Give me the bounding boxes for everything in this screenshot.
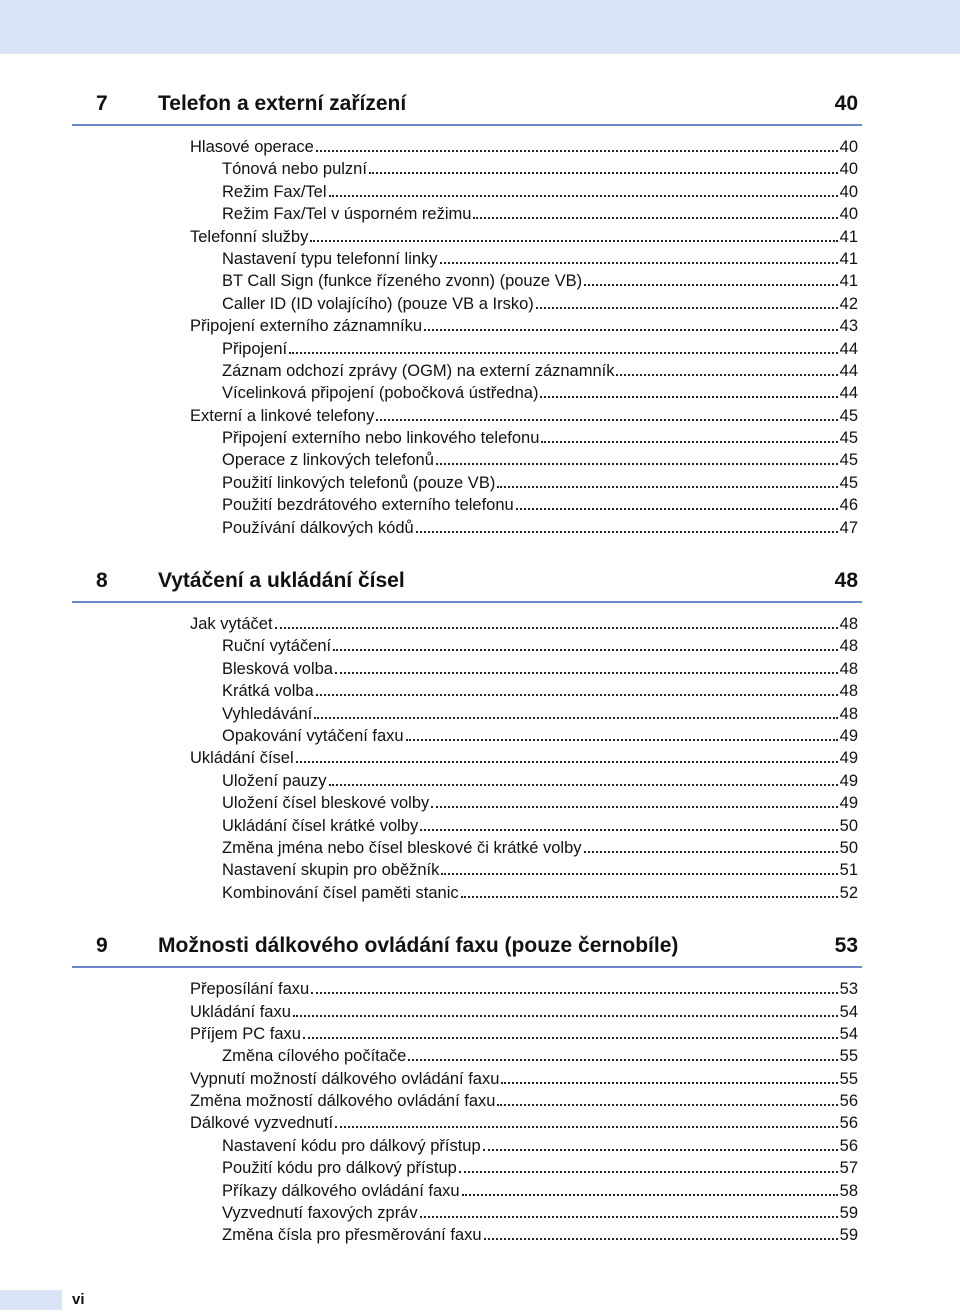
dot-leader (484, 1224, 838, 1240)
toc-entry[interactable] (72, 270, 862, 292)
toc-entry[interactable] (72, 725, 862, 747)
entry-title: Uložení čísel bleskové volby (222, 794, 430, 813)
entry-page: 41 (839, 249, 858, 268)
chapter-section (72, 928, 862, 1247)
entry-title: Krátká volba (222, 682, 314, 701)
dot-leader (293, 1001, 838, 1017)
entry-page: 45 (839, 451, 858, 470)
dot-leader (420, 815, 837, 831)
entry-title: Vyzvednutí faxových zpráv (222, 1204, 418, 1223)
entry-title: Telefonní služby (190, 227, 309, 246)
entry-list (72, 613, 862, 904)
entry-title: Použití bezdrátového externího telefonu (222, 496, 514, 515)
entry-title: Uložení pauzy (222, 771, 327, 790)
entry-page: 41 (839, 272, 858, 291)
dot-leader (406, 725, 838, 741)
toc-entry[interactable] (72, 1180, 862, 1202)
entry-page: 51 (839, 861, 858, 880)
dot-leader (516, 494, 838, 510)
entry-page: 42 (839, 294, 858, 313)
toc-entry[interactable] (72, 338, 862, 360)
entry-title: Vyhledávání (222, 704, 313, 723)
chapter-heading[interactable] (72, 928, 862, 968)
dot-leader (584, 837, 838, 853)
toc-entry[interactable] (72, 226, 862, 248)
entry-title: Změna cílového počítače (222, 1047, 407, 1066)
table-of-contents (72, 86, 862, 1255)
toc-entry[interactable] (72, 1112, 862, 1134)
dot-leader (541, 427, 837, 443)
dot-leader (440, 248, 838, 264)
toc-entry[interactable] (72, 1090, 862, 1112)
dot-leader (473, 203, 837, 219)
toc-entry[interactable] (72, 792, 862, 814)
chapter-section (72, 86, 862, 539)
toc-entry[interactable] (72, 382, 862, 404)
toc-entry[interactable] (72, 517, 862, 539)
entry-page: 43 (839, 317, 858, 336)
dot-leader (616, 360, 837, 376)
toc-entry[interactable] (72, 472, 862, 494)
toc-entry[interactable] (72, 1224, 862, 1246)
toc-entry[interactable] (72, 680, 862, 702)
entry-title: Caller ID (ID volajícího) (pouze VB a Irsko) (222, 294, 534, 313)
entry-title: Připojení externího záznamníku (190, 317, 423, 336)
toc-entry[interactable] (72, 494, 862, 516)
dot-leader (459, 1157, 838, 1173)
entry-title: Nastavení typu telefonní linky (222, 249, 438, 268)
entry-page: 49 (839, 794, 858, 813)
toc-entry[interactable] (72, 360, 862, 382)
dot-leader (536, 293, 838, 309)
entry-title: Změna jména nebo čísel bleskové či krátké volby (222, 838, 582, 857)
toc-entry[interactable] (72, 315, 862, 337)
toc-entry[interactable] (72, 837, 862, 859)
chapter-title: Telefon a externí zařízení (158, 92, 407, 115)
entry-page: 48 (839, 704, 858, 723)
toc-entry[interactable] (72, 181, 862, 203)
entry-title: Ukládání čísel krátké volby (222, 816, 419, 835)
entry-title: Použití linkových telefonů (pouze VB) (222, 473, 496, 492)
dot-leader (329, 181, 838, 197)
chapter-heading[interactable] (72, 86, 862, 126)
entry-page: 52 (839, 883, 858, 902)
toc-entry[interactable] (72, 1001, 862, 1023)
entry-page: 48 (839, 682, 858, 701)
entry-list (72, 136, 862, 539)
toc-entry[interactable] (72, 449, 862, 471)
dot-leader (424, 315, 838, 331)
dot-leader (310, 226, 837, 242)
entry-title: Ruční vytáčení (222, 637, 332, 656)
entry-page: 56 (839, 1136, 858, 1155)
toc-entry[interactable] (72, 978, 862, 1000)
dot-leader (316, 136, 838, 152)
toc-entry[interactable] (72, 635, 862, 657)
entry-page: 59 (839, 1204, 858, 1223)
chapter-title: Vytáčení a ukládání čísel (158, 569, 405, 593)
dot-leader (376, 405, 837, 421)
entry-page: 55 (839, 1047, 858, 1066)
chapter-number: 8 (96, 569, 108, 593)
toc-entry[interactable] (72, 747, 862, 769)
top-band (0, 0, 960, 54)
dot-leader (497, 1090, 837, 1106)
entry-title: Dálkové vyzvednutí (190, 1114, 334, 1133)
entry-page: 55 (839, 1069, 858, 1088)
entry-title: Připojení externího nebo linkového telefonu (222, 429, 540, 448)
toc-entry[interactable] (72, 1135, 862, 1157)
entry-page: 40 (839, 138, 858, 156)
dot-leader (289, 338, 838, 354)
dot-leader (316, 680, 838, 696)
entry-page: 48 (839, 615, 858, 634)
entry-title: Blesková volba (222, 659, 333, 678)
chapter-title: Možnosti dálkového ovládání faxu (pouze černobíle) (158, 934, 679, 958)
entry-title: Tónová nebo pulzní (222, 160, 367, 179)
entry-title: Příjem PC faxu (190, 1024, 301, 1043)
chapter-list (72, 86, 862, 1247)
entry-page: 41 (839, 227, 858, 246)
toc-entry[interactable] (72, 136, 862, 158)
toc-entry[interactable] (72, 293, 862, 315)
entry-title: Změna čísla pro přesměrování faxu (222, 1226, 482, 1245)
dot-leader (296, 747, 838, 763)
toc-entry[interactable] (72, 658, 862, 680)
dot-leader (333, 635, 838, 651)
entry-page: 53 (839, 980, 858, 999)
entry-page: 47 (839, 518, 858, 537)
entry-page: 56 (839, 1092, 858, 1111)
entry-page: 58 (839, 1181, 858, 1200)
entry-page: 49 (839, 771, 858, 790)
dot-leader (329, 770, 838, 786)
dot-leader (461, 882, 838, 898)
dot-leader (462, 1180, 838, 1196)
dot-leader (408, 1045, 837, 1061)
dot-leader (420, 1202, 838, 1218)
entry-title: Vícelinková připojení (pobočková ústředna) (222, 384, 539, 403)
toc-entry[interactable] (72, 248, 862, 270)
entry-title: Nastavení kódu pro dálkový přístup (222, 1136, 481, 1155)
dot-leader (501, 1068, 837, 1084)
toc-entry[interactable] (72, 882, 862, 904)
entry-title: Režim Fax/Tel (222, 182, 327, 201)
toc-entry[interactable] (72, 1202, 862, 1224)
entry-page: 40 (839, 205, 858, 224)
entry-page: 45 (839, 429, 858, 448)
chapter-page: 40 (834, 92, 858, 115)
dot-leader (416, 517, 838, 533)
dot-leader (497, 472, 837, 488)
entry-title: BT Call Sign (funkce řízeného zvonn) (pouze VB) (222, 272, 583, 291)
toc-entry[interactable] (72, 405, 862, 427)
toc-entry[interactable] (72, 859, 862, 881)
page-number: vi (72, 1291, 85, 1308)
entry-page: 49 (839, 726, 858, 745)
toc-entry[interactable] (72, 1157, 862, 1179)
entry-page: 57 (839, 1159, 858, 1178)
dot-leader (431, 792, 837, 808)
dot-leader (584, 270, 838, 286)
entry-list (72, 978, 862, 1247)
entry-title: Příkazy dálkového ovládání faxu (222, 1181, 460, 1200)
entry-page: 45 (839, 473, 858, 492)
entry-title: Operace z linkových telefonů (222, 451, 434, 470)
entry-page: 50 (839, 838, 858, 857)
entry-title: Hlasové operace (190, 138, 314, 156)
entry-title: Přeposílání faxu (190, 980, 310, 999)
footer-band (0, 1290, 62, 1310)
entry-page: 40 (839, 182, 858, 201)
entry-title: Použití kódu pro dálkový přístup (222, 1159, 457, 1178)
entry-title: Ukládání čísel (190, 749, 294, 768)
toc-entry[interactable] (72, 203, 862, 225)
dot-leader (275, 613, 838, 629)
chapter-section (72, 563, 862, 904)
entry-page: 54 (839, 1024, 858, 1043)
entry-title: Používání dálkových kódů (222, 518, 414, 537)
entry-page: 44 (839, 339, 858, 358)
dot-leader (483, 1135, 838, 1151)
toc-entry[interactable] (72, 703, 862, 725)
entry-page: 48 (839, 659, 858, 678)
entry-title: Jak vytáčet (190, 615, 273, 634)
chapter-number: 9 (96, 934, 108, 958)
entry-title: Režim Fax/Tel v úsporném režimu (222, 205, 472, 224)
entry-title: Připojení (222, 339, 288, 358)
entry-title: Opakování vytáčení faxu (222, 726, 404, 745)
entry-page: 59 (839, 1226, 858, 1245)
entry-page: 56 (839, 1114, 858, 1133)
entry-page: 49 (839, 749, 858, 768)
toc-entry[interactable] (72, 770, 862, 792)
entry-page: 48 (839, 637, 858, 656)
entry-page: 44 (839, 361, 858, 380)
entry-title: Kombinování čísel paměti stanic (222, 883, 459, 902)
dot-leader (314, 703, 837, 719)
dot-leader (540, 382, 837, 398)
toc-entry[interactable] (72, 1068, 862, 1090)
toc-entry[interactable] (72, 815, 862, 837)
entry-page: 44 (839, 384, 858, 403)
chapter-heading[interactable] (72, 563, 862, 603)
dot-leader (335, 658, 838, 674)
dot-leader (369, 158, 838, 174)
dot-leader (311, 978, 837, 994)
entry-page: 40 (839, 160, 858, 179)
toc-entry[interactable] (72, 427, 862, 449)
entry-page: 46 (839, 496, 858, 515)
toc-entry[interactable] (72, 1023, 862, 1045)
entry-title: Změna možností dálkového ovládání faxu (190, 1092, 496, 1111)
entry-page: 54 (839, 1002, 858, 1021)
entry-title: Externí a linkové telefony (190, 406, 375, 425)
entry-page: 50 (839, 816, 858, 835)
dot-leader (436, 449, 838, 465)
entry-title: Nastavení skupin pro oběžník (222, 861, 440, 880)
chapter-number: 7 (96, 92, 108, 115)
entry-title: Ukládání faxu (190, 1002, 291, 1021)
dot-leader (441, 859, 837, 875)
entry-title: Vypnutí možností dálkového ovládání faxu (190, 1069, 500, 1088)
entry-page: 45 (839, 406, 858, 425)
chapter-page: 48 (834, 569, 858, 593)
entry-title: Záznam odchozí zprávy (OGM) na externí záznamník (222, 361, 615, 380)
toc-entry[interactable] (72, 158, 862, 180)
toc-entry[interactable] (72, 613, 862, 635)
toc-entry[interactable] (72, 1045, 862, 1067)
dot-leader (303, 1023, 838, 1039)
chapter-page: 53 (834, 934, 858, 958)
dot-leader (335, 1112, 838, 1128)
